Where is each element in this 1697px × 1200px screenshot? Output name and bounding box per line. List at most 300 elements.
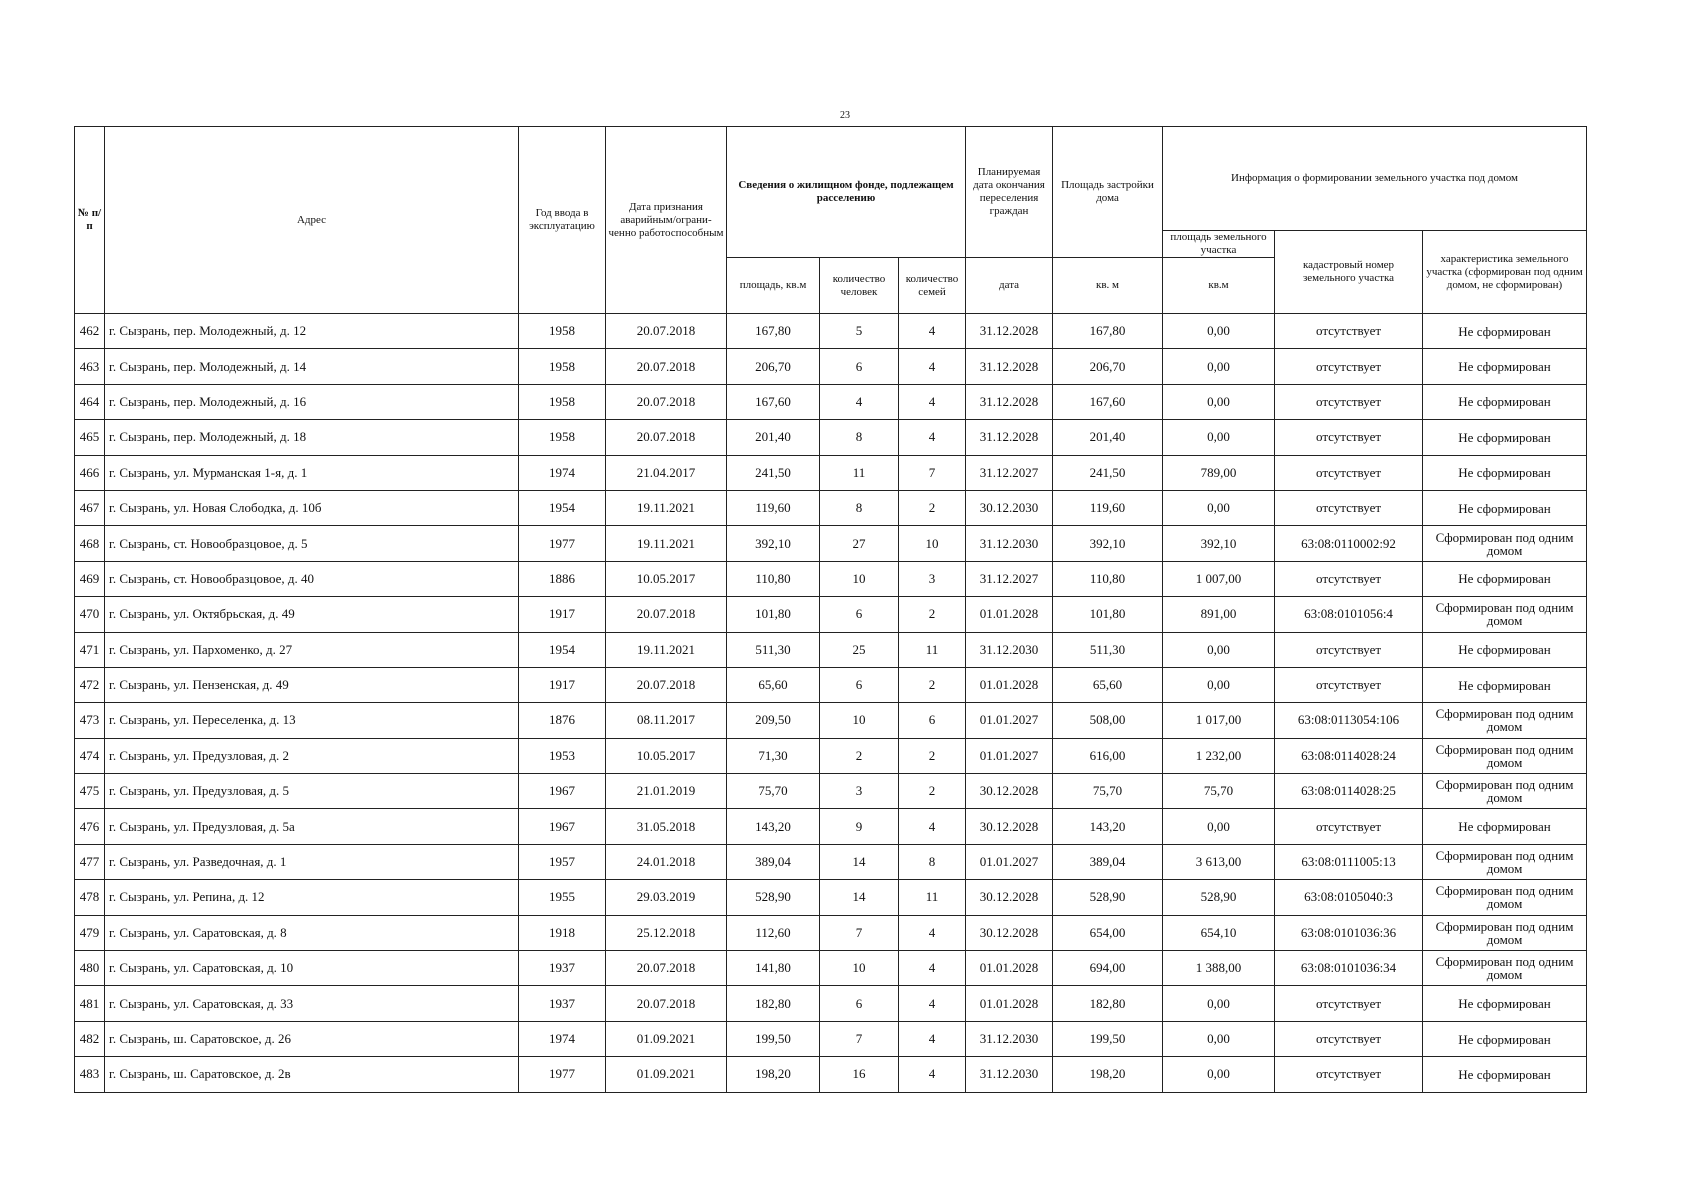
header-built-area: Площадь застройки дома: [1053, 127, 1163, 258]
cell-address: г. Сызрань, ул. Репина, д. 12: [105, 880, 519, 915]
cell-year: 1937: [519, 986, 606, 1021]
cell-people: 10: [820, 703, 899, 738]
table-row: [75, 490, 1587, 525]
header-housing-group: Сведения о жилищном фонде, подлежащем расселению: [727, 127, 966, 258]
cell-built-area: 201,40: [1053, 420, 1163, 455]
cell-address: г. Сызрань, ул. Пархоменко, д. 27: [105, 632, 519, 667]
cell-planned-date: 30.12.2028: [966, 915, 1053, 950]
table-row: [75, 632, 1587, 667]
cell-land-area: 0,00: [1163, 632, 1275, 667]
header-built-unit: кв. м: [1053, 258, 1163, 314]
cell-date-recognized: 19.11.2021: [606, 526, 727, 561]
cell-address: г. Сызрань, ул. Мурманская 1-я, д. 1: [105, 455, 519, 490]
cell-cadastral: 63:08:0111005:13: [1275, 844, 1423, 879]
cell-people: 25: [820, 632, 899, 667]
cell-cadastral: отсутствует: [1275, 986, 1423, 1021]
cell-people: 8: [820, 490, 899, 525]
header-area-sqm: площадь, кв.м: [727, 258, 820, 314]
cell-date-recognized: 21.04.2017: [606, 455, 727, 490]
cell-address: г. Сызрань, ул. Пензенская, д. 49: [105, 667, 519, 702]
cell-number: 477: [75, 844, 105, 879]
cell-address: г. Сызрань, пер. Молодежный, д. 18: [105, 420, 519, 455]
cell-area: 528,90: [727, 880, 820, 915]
cell-built-area: 167,60: [1053, 384, 1163, 419]
header-cadastral: кадастровый номер земельного участка: [1275, 231, 1423, 314]
cell-planned-date: 01.01.2027: [966, 844, 1053, 879]
cell-planned-date: 30.12.2028: [966, 880, 1053, 915]
header-land-characteristic: характеристика земельного участка (сформирован под одним домом, не сформирован): [1423, 231, 1587, 314]
cell-families: 11: [899, 632, 966, 667]
cell-area: 141,80: [727, 951, 820, 986]
table-row: [75, 667, 1587, 702]
cell-families: 3: [899, 561, 966, 596]
cell-families: 8: [899, 844, 966, 879]
cell-cadastral: 63:08:0101056:4: [1275, 597, 1423, 632]
cell-area: 241,50: [727, 455, 820, 490]
cell-planned-date: 01.01.2028: [966, 986, 1053, 1021]
cell-families: 10: [899, 526, 966, 561]
cell-year: 1977: [519, 1057, 606, 1092]
cell-number: 470: [75, 597, 105, 632]
header-planned-date: Планируемая дата окончания переселения граждан: [966, 127, 1053, 258]
cell-address: г. Сызрань, пер. Молодежный, д. 16: [105, 384, 519, 419]
cell-cadastral: отсутствует: [1275, 490, 1423, 525]
cell-number: 469: [75, 561, 105, 596]
table-row: [75, 526, 1587, 561]
resettlement-table: [74, 126, 1587, 1093]
cell-families: 4: [899, 915, 966, 950]
cell-area: 71,30: [727, 738, 820, 773]
cell-area: 167,60: [727, 384, 820, 419]
cell-year: 1967: [519, 809, 606, 844]
cell-address: г. Сызрань, ул. Октябрьская, д. 49: [105, 597, 519, 632]
cell-land-area: 0,00: [1163, 1057, 1275, 1092]
cell-year: 1917: [519, 597, 606, 632]
cell-year: 1967: [519, 774, 606, 809]
cell-people: 6: [820, 986, 899, 1021]
cell-number: 482: [75, 1021, 105, 1056]
cell-address: г. Сызрань, ул. Саратовская, д. 8: [105, 915, 519, 950]
cell-planned-date: 30.12.2028: [966, 809, 1053, 844]
cell-planned-date: 01.01.2027: [966, 703, 1053, 738]
header-number: № п/п: [75, 127, 105, 314]
cell-land-area: 1 007,00: [1163, 561, 1275, 596]
cell-built-area: 528,90: [1053, 880, 1163, 915]
cell-date-recognized: 29.03.2019: [606, 880, 727, 915]
cell-people: 9: [820, 809, 899, 844]
cell-built-area: 654,00: [1053, 915, 1163, 950]
cell-cadastral: 63:08:0114028:24: [1275, 738, 1423, 773]
table-body: [75, 314, 1587, 1093]
table-row: [75, 951, 1587, 986]
cell-people: 27: [820, 526, 899, 561]
cell-families: 2: [899, 738, 966, 773]
cell-area: 198,20: [727, 1057, 820, 1092]
table-row: [75, 986, 1587, 1021]
cell-number: 483: [75, 1057, 105, 1092]
cell-land-area: 75,70: [1163, 774, 1275, 809]
cell-land-area: 0,00: [1163, 420, 1275, 455]
cell-land-characteristic: Не сформирован: [1423, 1021, 1587, 1056]
header-land-group: Информация о формировании земельного участка под домом: [1163, 127, 1587, 231]
header-land-area: площадь земельного участка: [1163, 231, 1275, 258]
table-row: [75, 455, 1587, 490]
cell-land-area: 891,00: [1163, 597, 1275, 632]
cell-people: 6: [820, 597, 899, 632]
cell-land-characteristic: Не сформирован: [1423, 986, 1587, 1021]
cell-land-characteristic: Не сформирован: [1423, 490, 1587, 525]
table-row: [75, 420, 1587, 455]
cell-year: 1937: [519, 951, 606, 986]
cell-number: 462: [75, 314, 105, 349]
cell-area: 119,60: [727, 490, 820, 525]
cell-land-area: 789,00: [1163, 455, 1275, 490]
cell-land-area: 0,00: [1163, 384, 1275, 419]
cell-land-area: 654,10: [1163, 915, 1275, 950]
cell-date-recognized: 25.12.2018: [606, 915, 727, 950]
cell-cadastral: отсутствует: [1275, 349, 1423, 384]
cell-address: г. Сызрань, ст. Новообразцовое, д. 40: [105, 561, 519, 596]
cell-address: г. Сызрань, пер. Молодежный, д. 12: [105, 314, 519, 349]
cell-date-recognized: 20.07.2018: [606, 986, 727, 1021]
cell-built-area: 75,70: [1053, 774, 1163, 809]
cell-built-area: 182,80: [1053, 986, 1163, 1021]
table-row: [75, 915, 1587, 950]
cell-people: 2: [820, 738, 899, 773]
cell-cadastral: отсутствует: [1275, 384, 1423, 419]
cell-land-area: 0,00: [1163, 490, 1275, 525]
cell-land-characteristic: Не сформирован: [1423, 1057, 1587, 1092]
table-row: [75, 844, 1587, 879]
cell-people: 6: [820, 667, 899, 702]
header-people: количество человек: [820, 258, 899, 314]
cell-date-recognized: 01.09.2021: [606, 1021, 727, 1056]
cell-built-area: 694,00: [1053, 951, 1163, 986]
cell-address: г. Сызрань, ш. Саратовское, д. 26: [105, 1021, 519, 1056]
table-row: [75, 703, 1587, 738]
cell-number: 472: [75, 667, 105, 702]
cell-planned-date: 31.12.2028: [966, 420, 1053, 455]
header-land-unit: кв.м: [1163, 258, 1275, 314]
cell-year: 1953: [519, 738, 606, 773]
cell-date-recognized: 20.07.2018: [606, 597, 727, 632]
cell-number: 475: [75, 774, 105, 809]
cell-number: 463: [75, 349, 105, 384]
page-number: 23: [840, 110, 850, 121]
cell-land-characteristic: Сформирован под одним домом: [1423, 774, 1587, 809]
cell-built-area: 511,30: [1053, 632, 1163, 667]
cell-date-recognized: 10.05.2017: [606, 738, 727, 773]
cell-people: 3: [820, 774, 899, 809]
cell-address: г. Сызрань, ул. Саратовская, д. 33: [105, 986, 519, 1021]
cell-families: 4: [899, 986, 966, 1021]
cell-land-area: 1 232,00: [1163, 738, 1275, 773]
cell-address: г. Сызрань, ул. Предузловая, д. 2: [105, 738, 519, 773]
cell-built-area: 198,20: [1053, 1057, 1163, 1092]
cell-area: 389,04: [727, 844, 820, 879]
cell-year: 1886: [519, 561, 606, 596]
cell-families: 6: [899, 703, 966, 738]
cell-land-area: 528,90: [1163, 880, 1275, 915]
table-row: [75, 384, 1587, 419]
cell-people: 5: [820, 314, 899, 349]
cell-families: 11: [899, 880, 966, 915]
cell-planned-date: 31.12.2027: [966, 455, 1053, 490]
cell-cadastral: отсутствует: [1275, 561, 1423, 596]
cell-built-area: 119,60: [1053, 490, 1163, 525]
cell-address: г. Сызрань, ш. Саратовское, д. 2в: [105, 1057, 519, 1092]
table-row: [75, 314, 1587, 349]
cell-families: 4: [899, 420, 966, 455]
table-row: [75, 349, 1587, 384]
cell-number: 467: [75, 490, 105, 525]
header-address: Адрес: [105, 127, 519, 314]
cell-land-characteristic: Сформирован под одним домом: [1423, 915, 1587, 950]
cell-land-characteristic: Не сформирован: [1423, 420, 1587, 455]
cell-land-area: 0,00: [1163, 349, 1275, 384]
cell-built-area: 508,00: [1053, 703, 1163, 738]
cell-people: 10: [820, 951, 899, 986]
cell-families: 2: [899, 774, 966, 809]
cell-land-characteristic: Не сформирован: [1423, 632, 1587, 667]
cell-planned-date: 01.01.2028: [966, 597, 1053, 632]
cell-cadastral: отсутствует: [1275, 1057, 1423, 1092]
table-row: [75, 597, 1587, 632]
cell-families: 4: [899, 384, 966, 419]
cell-planned-date: 31.12.2030: [966, 1021, 1053, 1056]
cell-year: 1958: [519, 420, 606, 455]
table-row: [75, 774, 1587, 809]
cell-families: 2: [899, 667, 966, 702]
cell-area: 199,50: [727, 1021, 820, 1056]
cell-area: 201,40: [727, 420, 820, 455]
cell-area: 392,10: [727, 526, 820, 561]
table-row: [75, 561, 1587, 596]
cell-number: 464: [75, 384, 105, 419]
cell-people: 8: [820, 420, 899, 455]
cell-planned-date: 31.12.2030: [966, 632, 1053, 667]
cell-built-area: 389,04: [1053, 844, 1163, 879]
cell-address: г. Сызрань, пер. Молодежный, д. 14: [105, 349, 519, 384]
cell-cadastral: 63:08:0105040:3: [1275, 880, 1423, 915]
header-families: количество семей: [899, 258, 966, 314]
header-date-unit: дата: [966, 258, 1053, 314]
cell-people: 10: [820, 561, 899, 596]
cell-built-area: 206,70: [1053, 349, 1163, 384]
cell-year: 1917: [519, 667, 606, 702]
cell-planned-date: 31.12.2030: [966, 526, 1053, 561]
cell-planned-date: 31.12.2028: [966, 349, 1053, 384]
table-header: [75, 127, 1587, 314]
table-row: [75, 809, 1587, 844]
cell-year: 1876: [519, 703, 606, 738]
cell-number: 481: [75, 986, 105, 1021]
cell-planned-date: 31.12.2030: [966, 1057, 1053, 1092]
cell-date-recognized: 21.01.2019: [606, 774, 727, 809]
cell-area: 209,50: [727, 703, 820, 738]
cell-land-characteristic: Не сформирован: [1423, 349, 1587, 384]
cell-planned-date: 01.01.2027: [966, 738, 1053, 773]
cell-area: 110,80: [727, 561, 820, 596]
cell-land-area: 0,00: [1163, 809, 1275, 844]
cell-cadastral: 63:08:0110002:92: [1275, 526, 1423, 561]
cell-people: 7: [820, 915, 899, 950]
cell-address: г. Сызрань, ул. Новая Слободка, д. 10б: [105, 490, 519, 525]
cell-cadastral: отсутствует: [1275, 632, 1423, 667]
cell-date-recognized: 01.09.2021: [606, 1057, 727, 1092]
cell-number: 474: [75, 738, 105, 773]
cell-built-area: 110,80: [1053, 561, 1163, 596]
cell-date-recognized: 19.11.2021: [606, 490, 727, 525]
cell-families: 4: [899, 1021, 966, 1056]
cell-cadastral: отсутствует: [1275, 420, 1423, 455]
cell-land-characteristic: Не сформирован: [1423, 314, 1587, 349]
header-year: Год ввода в эксплуатацию: [519, 127, 606, 314]
cell-year: 1955: [519, 880, 606, 915]
cell-number: 466: [75, 455, 105, 490]
cell-number: 473: [75, 703, 105, 738]
cell-cadastral: 63:08:0114028:25: [1275, 774, 1423, 809]
cell-land-area: 0,00: [1163, 667, 1275, 702]
cell-area: 143,20: [727, 809, 820, 844]
cell-cadastral: 63:08:0101036:34: [1275, 951, 1423, 986]
cell-families: 4: [899, 1057, 966, 1092]
cell-land-characteristic: Не сформирован: [1423, 455, 1587, 490]
cell-date-recognized: 20.07.2018: [606, 951, 727, 986]
cell-date-recognized: 20.07.2018: [606, 349, 727, 384]
cell-families: 4: [899, 314, 966, 349]
cell-year: 1958: [519, 384, 606, 419]
cell-land-characteristic: Сформирован под одним домом: [1423, 526, 1587, 561]
cell-land-area: 1 388,00: [1163, 951, 1275, 986]
cell-land-characteristic: Сформирован под одним домом: [1423, 738, 1587, 773]
cell-planned-date: 01.01.2028: [966, 667, 1053, 702]
cell-date-recognized: 24.01.2018: [606, 844, 727, 879]
cell-cadastral: отсутствует: [1275, 455, 1423, 490]
cell-year: 1954: [519, 632, 606, 667]
cell-area: 167,80: [727, 314, 820, 349]
cell-year: 1958: [519, 314, 606, 349]
cell-people: 14: [820, 880, 899, 915]
cell-land-characteristic: Не сформирован: [1423, 561, 1587, 596]
header-date-recognized: Дата признания аварийным/ограни-ченно работоспособным: [606, 127, 727, 314]
cell-area: 112,60: [727, 915, 820, 950]
cell-land-characteristic: Сформирован под одним домом: [1423, 951, 1587, 986]
cell-address: г. Сызрань, ул. Переселенка, д. 13: [105, 703, 519, 738]
cell-address: г. Сызрань, ул. Саратовская, д. 10: [105, 951, 519, 986]
cell-planned-date: 01.01.2028: [966, 951, 1053, 986]
table-row: [75, 880, 1587, 915]
cell-built-area: 167,80: [1053, 314, 1163, 349]
cell-land-area: 0,00: [1163, 314, 1275, 349]
cell-planned-date: 30.12.2030: [966, 490, 1053, 525]
cell-land-area: 0,00: [1163, 986, 1275, 1021]
cell-date-recognized: 20.07.2018: [606, 667, 727, 702]
cell-cadastral: отсутствует: [1275, 1021, 1423, 1056]
cell-people: 6: [820, 349, 899, 384]
cell-area: 511,30: [727, 632, 820, 667]
cell-number: 471: [75, 632, 105, 667]
cell-people: 16: [820, 1057, 899, 1092]
cell-built-area: 199,50: [1053, 1021, 1163, 1056]
cell-date-recognized: 20.07.2018: [606, 314, 727, 349]
cell-built-area: 143,20: [1053, 809, 1163, 844]
cell-land-characteristic: Не сформирован: [1423, 809, 1587, 844]
cell-people: 11: [820, 455, 899, 490]
cell-people: 14: [820, 844, 899, 879]
cell-families: 4: [899, 809, 966, 844]
cell-cadastral: 63:08:0101036:36: [1275, 915, 1423, 950]
cell-families: 4: [899, 349, 966, 384]
cell-land-characteristic: Не сформирован: [1423, 667, 1587, 702]
cell-date-recognized: 08.11.2017: [606, 703, 727, 738]
cell-land-characteristic: Сформирован под одним домом: [1423, 597, 1587, 632]
cell-people: 4: [820, 384, 899, 419]
cell-families: 2: [899, 597, 966, 632]
cell-address: г. Сызрань, ул. Предузловая, д. 5а: [105, 809, 519, 844]
cell-families: 4: [899, 951, 966, 986]
cell-planned-date: 31.12.2028: [966, 314, 1053, 349]
cell-area: 65,60: [727, 667, 820, 702]
cell-people: 7: [820, 1021, 899, 1056]
cell-land-characteristic: Не сформирован: [1423, 384, 1587, 419]
cell-year: 1918: [519, 915, 606, 950]
cell-built-area: 65,60: [1053, 667, 1163, 702]
cell-area: 101,80: [727, 597, 820, 632]
cell-land-area: 3 613,00: [1163, 844, 1275, 879]
cell-land-characteristic: Сформирован под одним домом: [1423, 844, 1587, 879]
table-row: [75, 1057, 1587, 1092]
cell-area: 75,70: [727, 774, 820, 809]
cell-address: г. Сызрань, ст. Новообразцовое, д. 5: [105, 526, 519, 561]
cell-number: 465: [75, 420, 105, 455]
cell-cadastral: отсутствует: [1275, 314, 1423, 349]
cell-number: 468: [75, 526, 105, 561]
cell-address: г. Сызрань, ул. Предузловая, д. 5: [105, 774, 519, 809]
cell-cadastral: отсутствует: [1275, 809, 1423, 844]
cell-families: 2: [899, 490, 966, 525]
cell-cadastral: 63:08:0113054:106: [1275, 703, 1423, 738]
table-row: [75, 738, 1587, 773]
cell-number: 476: [75, 809, 105, 844]
cell-year: 1974: [519, 455, 606, 490]
cell-number: 479: [75, 915, 105, 950]
cell-land-area: 1 017,00: [1163, 703, 1275, 738]
cell-date-recognized: 19.11.2021: [606, 632, 727, 667]
cell-date-recognized: 31.05.2018: [606, 809, 727, 844]
cell-land-characteristic: Сформирован под одним домом: [1423, 703, 1587, 738]
cell-planned-date: 31.12.2028: [966, 384, 1053, 419]
cell-year: 1958: [519, 349, 606, 384]
cell-built-area: 616,00: [1053, 738, 1163, 773]
cell-date-recognized: 20.07.2018: [606, 384, 727, 419]
cell-year: 1954: [519, 490, 606, 525]
cell-date-recognized: 10.05.2017: [606, 561, 727, 596]
cell-built-area: 241,50: [1053, 455, 1163, 490]
cell-land-characteristic: Сформирован под одним домом: [1423, 880, 1587, 915]
cell-built-area: 392,10: [1053, 526, 1163, 561]
cell-year: 1974: [519, 1021, 606, 1056]
cell-area: 206,70: [727, 349, 820, 384]
cell-planned-date: 31.12.2027: [966, 561, 1053, 596]
cell-area: 182,80: [727, 986, 820, 1021]
cell-cadastral: отсутствует: [1275, 667, 1423, 702]
cell-address: г. Сызрань, ул. Разведочная, д. 1: [105, 844, 519, 879]
cell-planned-date: 30.12.2028: [966, 774, 1053, 809]
cell-land-area: 392,10: [1163, 526, 1275, 561]
cell-date-recognized: 20.07.2018: [606, 420, 727, 455]
cell-number: 480: [75, 951, 105, 986]
